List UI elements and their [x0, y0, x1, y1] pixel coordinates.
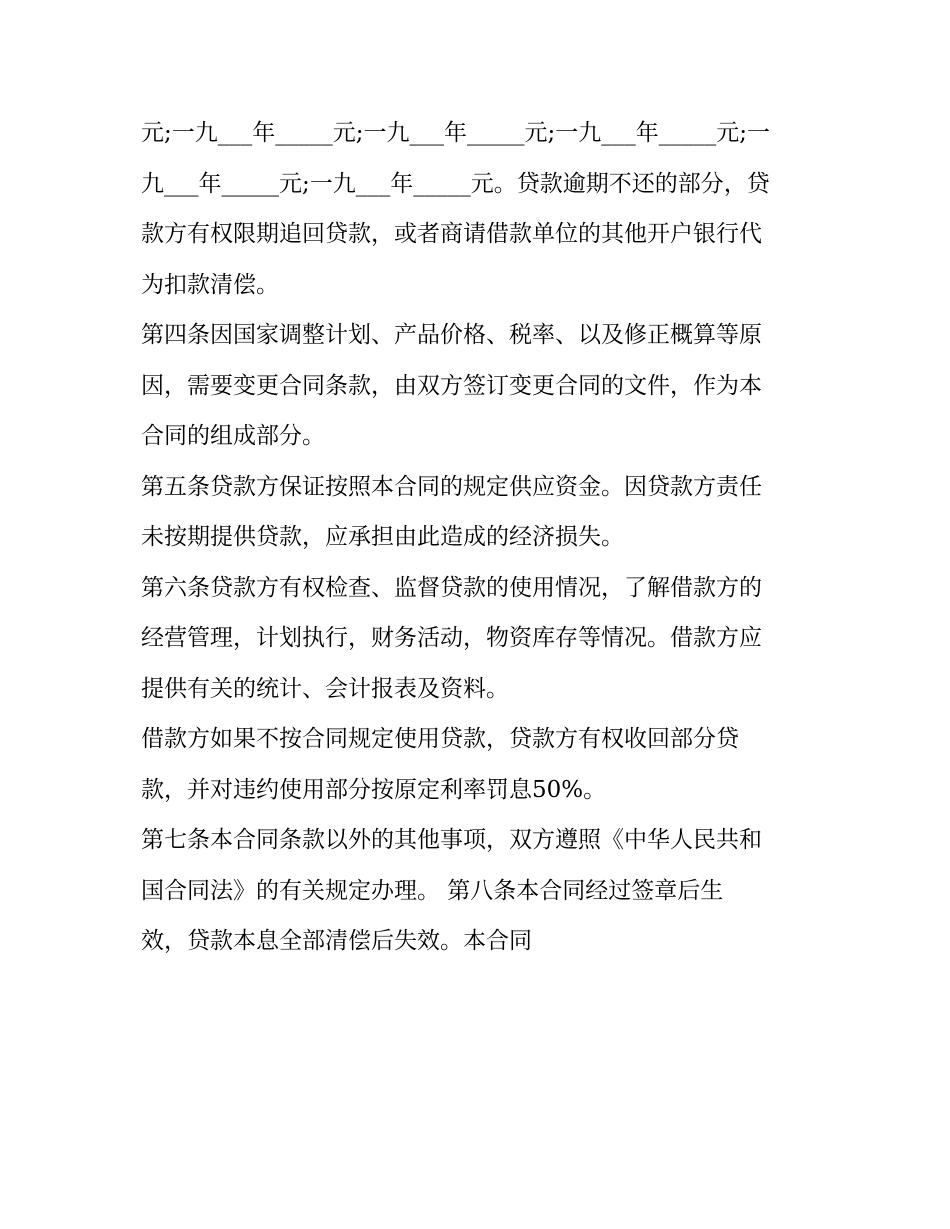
text-line: 第四条因国家调整计划、产品价格、税率、以及修正概算等原 [141, 322, 762, 348]
text-line: 借款方如果不按合同规定使用贷款，贷款方有权收回部分贷 [141, 726, 739, 752]
text-line: 款，并对违约使用部分按原定利率罚息50%。 [141, 776, 607, 803]
text-line: 合同的组成部分。 [141, 423, 325, 449]
text-line: 款方有权限期追回贷款，或者商请借款单位的其他开户银行代 [141, 221, 762, 247]
text-line: 提供有关的统计、会计报表及资料。 [141, 675, 509, 702]
contract-text [141, 108, 831, 967]
text-line: 元;一九___年_____元;一九___年_____元;一九___年_____元;一 [141, 120, 770, 146]
text-line: 第六条贷款方有权检查、监督贷款的使用情况，了解借款方的 [141, 574, 762, 601]
text-line: 第七条本合同条款以外的其他事项，双方遵照《中华人民共和 [141, 827, 762, 853]
text-line: 未按期提供贷款，应承担由此造成的经济损失。 [141, 524, 624, 550]
text-line: 国合同法》的有关规定办理。 第八条本合同经过签章后生 [141, 877, 724, 904]
text-line: 第五条贷款方保证按照本合同的规定供应资金。因贷款方责任 [141, 473, 762, 500]
text-line: 九___年_____元;一九___年_____元。贷款逾期不还的部分，贷 [141, 170, 770, 197]
text-line: 因，需要变更合同条款，由双方签订变更合同的文件，作为本 [141, 372, 762, 399]
text-line: 经营管理，计划执行，财务活动，物资库存等情况。借款方应 [141, 625, 762, 651]
text-line: 为扣款清偿。 [141, 271, 279, 298]
text-line: 效，贷款本息全部清偿后失效。本合同 [141, 928, 532, 954]
